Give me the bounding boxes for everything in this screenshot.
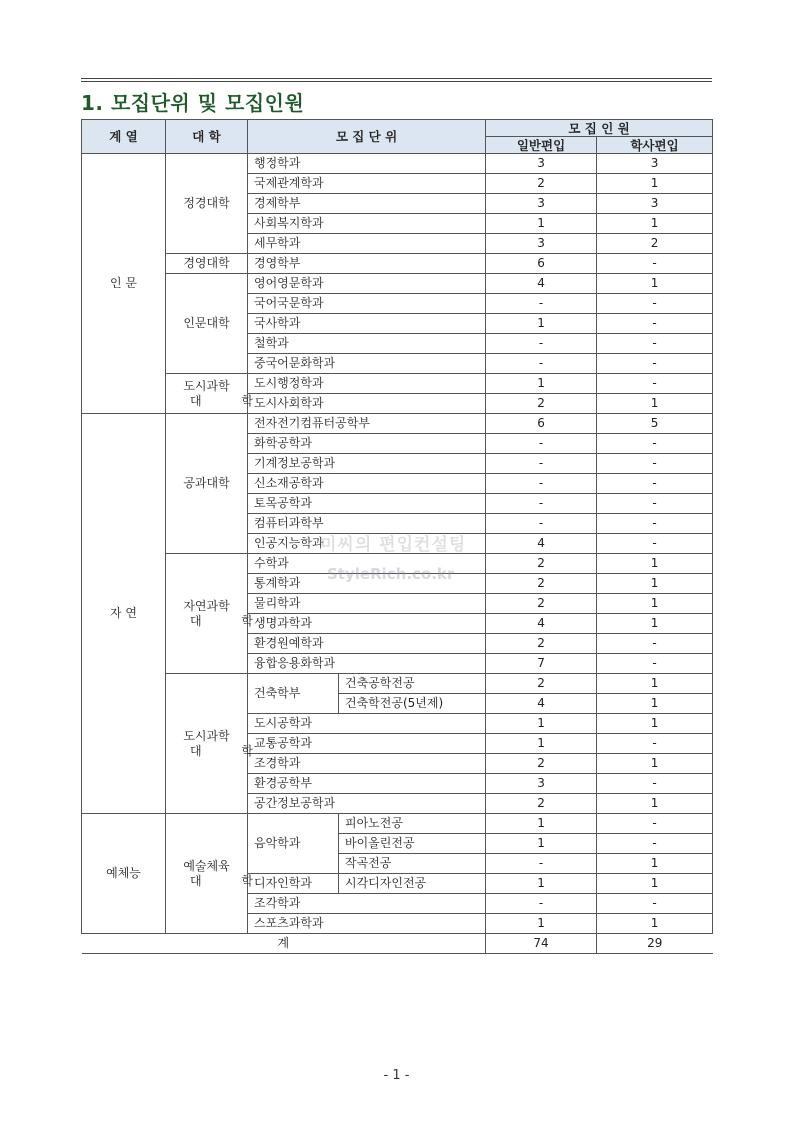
bachelor-count: - <box>597 514 713 534</box>
bachelor-count: 5 <box>597 414 713 434</box>
general-count: 2 <box>486 574 597 594</box>
general-count: 3 <box>486 234 597 254</box>
college-arts-sports <box>166 814 271 934</box>
general-count: - <box>486 894 597 914</box>
bachelor-count: - <box>597 734 713 754</box>
unit-cell: 통계학과 <box>248 574 486 594</box>
unit-cell: 도시사회학과 <box>248 394 486 414</box>
college-name-line1: 자연과학 <box>183 598 230 613</box>
general-count: - <box>486 514 597 534</box>
total-general: 74 <box>486 934 597 954</box>
unit-cell: 중국어문화학과 <box>248 354 486 374</box>
general-count: 3 <box>486 194 597 214</box>
general-count: - <box>486 354 597 374</box>
general-count: 4 <box>486 534 597 554</box>
general-count: - <box>486 334 597 354</box>
bachelor-count: 1 <box>597 854 713 874</box>
unit-cell: 국제관계학과 <box>248 174 486 194</box>
general-count: 1 <box>486 214 597 234</box>
unit-cell: 신소재공학과 <box>248 474 486 494</box>
header-unit: 모 집 단 위 <box>248 120 486 154</box>
bachelor-count: 2 <box>597 234 713 254</box>
general-count: 2 <box>486 394 597 414</box>
general-count: 2 <box>486 674 597 694</box>
major-cell: 바이올린전공 <box>339 834 486 854</box>
unit-cell: 환경공학부 <box>248 774 486 794</box>
general-count: 1 <box>486 374 597 394</box>
page-number: - 1 - <box>383 1068 410 1083</box>
header-general: 일반편입 <box>486 137 597 154</box>
bachelor-count: 1 <box>597 794 713 814</box>
general-count: 6 <box>486 254 597 274</box>
unit-cell: 행정학과 <box>248 154 486 174</box>
college-politics: 정경대학 <box>166 154 248 254</box>
unit-cell: 토목공학과 <box>248 494 486 514</box>
college-name-line2: 대 학 <box>190 873 271 888</box>
college-name-line1: 예술체육 <box>183 858 230 873</box>
unit-cell: 조경학과 <box>248 754 486 774</box>
bachelor-count: - <box>597 774 713 794</box>
unit-cell: 영어영문학과 <box>248 274 486 294</box>
general-count: 2 <box>486 554 597 574</box>
general-count: 1 <box>486 714 597 734</box>
unit-cell: 국사학과 <box>248 314 486 334</box>
watermark-url: StyleRich.co.kr <box>327 565 455 583</box>
college-name-line2: 대 학 <box>190 743 271 758</box>
unit-cell: 스포츠과학과 <box>248 914 486 934</box>
series-humanities: 인 문 <box>82 154 166 414</box>
unit-cell: 사회복지학과 <box>248 214 486 234</box>
unit-cell: 교통공학과 <box>248 734 486 754</box>
general-count: 3 <box>486 774 597 794</box>
bachelor-count: - <box>597 654 713 674</box>
bachelor-count: 1 <box>597 674 713 694</box>
general-count: - <box>486 294 597 314</box>
header-series: 계 열 <box>82 120 166 154</box>
general-count: 2 <box>486 594 597 614</box>
college-name-line1: 도시과학 <box>183 728 230 743</box>
bachelor-count: 1 <box>597 394 713 414</box>
college-natural-science <box>166 554 271 674</box>
college-urban-science <box>166 374 271 414</box>
admission-table <box>81 119 713 954</box>
general-count: 2 <box>486 794 597 814</box>
college-humanities: 인문대학 <box>166 274 248 374</box>
general-count: 1 <box>486 314 597 334</box>
bachelor-count: - <box>597 314 713 334</box>
bachelor-count: - <box>597 294 713 314</box>
bachelor-count: - <box>597 434 713 454</box>
page-title: 1. 모집단위 및 모집인원 <box>81 91 305 115</box>
unit-cell: 건축학부 <box>248 674 339 714</box>
bachelor-count: 1 <box>597 174 713 194</box>
general-count: 6 <box>486 414 597 434</box>
bachelor-count: - <box>597 474 713 494</box>
unit-cell: 조각학과 <box>248 894 486 914</box>
general-count: 1 <box>486 914 597 934</box>
unit-cell: 도시행정학과 <box>248 374 486 394</box>
series-science: 자 연 <box>82 414 166 814</box>
unit-cell: 환경원예학과 <box>248 634 486 654</box>
unit-cell: 경영학부 <box>248 254 486 274</box>
general-count: 1 <box>486 814 597 834</box>
bachelor-count: 1 <box>597 874 713 894</box>
general-count: 2 <box>486 754 597 774</box>
major-cell: 피아노전공 <box>339 814 486 834</box>
bachelor-count: 1 <box>597 574 713 594</box>
unit-cell: 컴퓨터과학부 <box>248 514 486 534</box>
bachelor-count: - <box>597 814 713 834</box>
header-college: 대 학 <box>166 120 248 154</box>
general-count: 2 <box>486 174 597 194</box>
bachelor-count: - <box>597 634 713 654</box>
bachelor-count: 1 <box>597 914 713 934</box>
unit-cell: 디자인학과 <box>248 874 339 894</box>
general-count: 3 <box>486 154 597 174</box>
general-count: - <box>486 434 597 454</box>
total-bachelor: 29 <box>597 934 713 954</box>
bachelor-count: 1 <box>597 594 713 614</box>
bachelor-count: 1 <box>597 694 713 714</box>
bachelor-count: 1 <box>597 554 713 574</box>
unit-cell: 수학과 <box>248 554 486 574</box>
major-cell: 건축공학전공 <box>339 674 486 694</box>
unit-cell: 전자전기컴퓨터공학부 <box>248 414 486 434</box>
general-count: 4 <box>486 694 597 714</box>
bachelor-count: - <box>597 894 713 914</box>
unit-cell: 경제학부 <box>248 194 486 214</box>
general-count: 7 <box>486 654 597 674</box>
general-count: 1 <box>486 734 597 754</box>
general-count: - <box>486 854 597 874</box>
bachelor-count: - <box>597 354 713 374</box>
major-cell: 작곡전공 <box>339 854 486 874</box>
bachelor-count: 1 <box>597 274 713 294</box>
bachelor-count: - <box>597 534 713 554</box>
bachelor-count: - <box>597 494 713 514</box>
general-count: 1 <box>486 834 597 854</box>
unit-cell: 세무학과 <box>248 234 486 254</box>
title-block <box>81 78 712 123</box>
unit-cell: 기계정보공학과 <box>248 454 486 474</box>
general-count: - <box>486 454 597 474</box>
header-quota: 모 집 인 원 <box>486 120 713 137</box>
unit-cell: 생명과학과 <box>248 614 486 634</box>
unit-cell: 음악학과 <box>248 814 339 874</box>
college-name-line1: 도시과학 <box>183 378 230 393</box>
college-name-line2: 대 학 <box>190 393 271 408</box>
general-count: 1 <box>486 874 597 894</box>
unit-cell: 공간정보공학과 <box>248 794 486 814</box>
major-cell: 시각디자인전공 <box>339 874 486 894</box>
watermark-text: 미씨의 편입컨설팅 <box>320 535 467 555</box>
unit-cell: 화학공학과 <box>248 434 486 454</box>
bachelor-count: 1 <box>597 614 713 634</box>
bachelor-count: 1 <box>597 754 713 774</box>
general-count: 2 <box>486 634 597 654</box>
bachelor-count: - <box>597 374 713 394</box>
major-cell: 건축학전공(5년제) <box>339 694 486 714</box>
unit-cell: 융합응용화학과 <box>248 654 486 674</box>
bachelor-count: - <box>597 254 713 274</box>
series-arts: 예체능 <box>82 814 166 934</box>
general-count: - <box>486 494 597 514</box>
general-count: 4 <box>486 614 597 634</box>
general-count: - <box>486 474 597 494</box>
general-count: 4 <box>486 274 597 294</box>
college-name-line2: 대 학 <box>190 613 271 628</box>
bachelor-count: 3 <box>597 154 713 174</box>
unit-cell: 국어국문학과 <box>248 294 486 314</box>
header-bachelor: 학사편입 <box>597 137 713 154</box>
college-engineering: 공과대학 <box>166 414 248 554</box>
bachelor-count: - <box>597 454 713 474</box>
unit-cell: 도시공학과 <box>248 714 486 734</box>
total-label: 계 <box>82 934 486 954</box>
bachelor-count: - <box>597 834 713 854</box>
college-urban-science-2 <box>166 674 271 814</box>
bachelor-count: - <box>597 334 713 354</box>
bachelor-count: 1 <box>597 214 713 234</box>
college-business: 경영대학 <box>166 254 248 274</box>
bachelor-count: 1 <box>597 714 713 734</box>
unit-cell: 물리학과 <box>248 594 486 614</box>
unit-cell: 철학과 <box>248 334 486 354</box>
bachelor-count: 3 <box>597 194 713 214</box>
unit-cell: 인공지능학과 <box>248 534 486 554</box>
